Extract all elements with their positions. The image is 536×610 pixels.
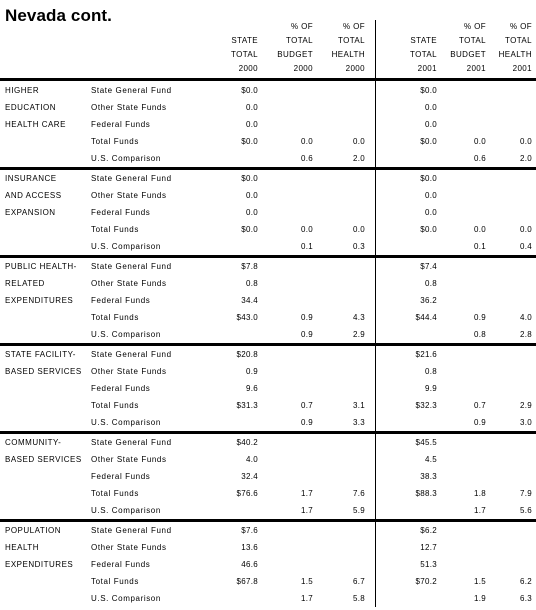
cell-state-total-2001: 51.3 [420, 560, 437, 569]
row-label: State General Fund [91, 86, 172, 95]
row-label: Federal Funds [91, 120, 151, 129]
cell-state-total-2001: $21.6 [415, 350, 437, 359]
row-label: Other State Funds [91, 455, 167, 464]
row-label: Total Funds [91, 137, 139, 146]
cell-state-total-2000: 0.0 [245, 103, 258, 112]
cell-state-total-2000: 0.0 [245, 208, 258, 217]
cell-pct-health-2000: 2.0 [352, 154, 365, 163]
year-divider [375, 432, 376, 519]
table-row [0, 221, 536, 238]
cell-state-total-2001: 0.8 [424, 367, 437, 376]
cell-state-total-2000: $7.8 [241, 262, 258, 271]
cell-pct-budget-2000: 0.9 [300, 418, 313, 427]
table-row [0, 590, 536, 607]
cell-pct-budget-2000: 0.9 [300, 313, 313, 322]
cell-state-total-2001: 0.0 [424, 120, 437, 129]
cell-pct-health-2000: 7.6 [352, 489, 365, 498]
cell-state-total-2001: $0.0 [420, 225, 437, 234]
cell-state-total-2000: 32.4 [241, 472, 258, 481]
cell-state-total-2001: 38.3 [420, 472, 437, 481]
table-row [0, 326, 536, 343]
cell-pct-budget-2001: 0.7 [473, 401, 486, 410]
cell-state-total-2000: 13.6 [241, 543, 258, 552]
row-label: U.S. Comparison [91, 594, 161, 603]
row-label: Total Funds [91, 489, 139, 498]
cell-state-total-2000: $0.0 [241, 86, 258, 95]
cell-state-total-2001: $70.2 [415, 577, 437, 586]
cell-pct-budget-2001: 0.0 [473, 137, 486, 146]
table-row [0, 82, 536, 99]
section [0, 346, 536, 434]
cell-state-total-2000: $67.8 [236, 577, 258, 586]
cell-state-total-2000: 0.0 [245, 191, 258, 200]
cell-pct-health-2001: 6.2 [519, 577, 532, 586]
cell-pct-budget-2001: 0.6 [473, 154, 486, 163]
table-row [0, 539, 536, 556]
cell-pct-budget-2000: 0.1 [300, 242, 313, 251]
cell-state-total-2000: 46.6 [241, 560, 258, 569]
header-state-total-2001: STATE TOTAL 2001 [409, 36, 437, 73]
cell-state-total-2000: $0.0 [241, 174, 258, 183]
row-label: Federal Funds [91, 384, 151, 393]
table-row [0, 346, 536, 363]
row-label: Total Funds [91, 577, 139, 586]
table-row [0, 502, 536, 519]
section [0, 522, 536, 610]
table-row [0, 170, 536, 187]
cell-state-total-2000: $0.0 [241, 225, 258, 234]
table-row [0, 150, 536, 167]
cell-pct-health-2000: 0.3 [352, 242, 365, 251]
cell-pct-budget-2001: 0.0 [473, 225, 486, 234]
cell-pct-health-2000: 6.7 [352, 577, 365, 586]
cell-pct-budget-2001: 1.8 [473, 489, 486, 498]
cell-state-total-2001: 0.0 [424, 208, 437, 217]
year-divider [375, 520, 376, 607]
cell-state-total-2000: $43.0 [236, 313, 258, 322]
table-row [0, 204, 536, 221]
table-row [0, 116, 536, 133]
cell-state-total-2001: 0.0 [424, 103, 437, 112]
cell-pct-health-2000: 5.9 [352, 506, 365, 515]
cell-pct-budget-2001: 0.9 [473, 418, 486, 427]
cell-state-total-2001: $44.4 [415, 313, 437, 322]
cell-pct-health-2001: 2.0 [519, 154, 532, 163]
cell-state-total-2000: $40.2 [236, 438, 258, 447]
cell-state-total-2001: 4.5 [424, 455, 437, 464]
cell-state-total-2001: $7.4 [420, 262, 437, 271]
cell-state-total-2000: 0.0 [245, 120, 258, 129]
cell-pct-health-2001: 2.9 [519, 401, 532, 410]
row-label: State General Fund [91, 350, 172, 359]
cell-pct-health-2000: 0.0 [352, 137, 365, 146]
section [0, 170, 536, 258]
year-divider [375, 256, 376, 343]
year-divider [375, 168, 376, 255]
page-title: Nevada cont. [5, 6, 113, 25]
column-headers [0, 20, 536, 78]
cell-pct-budget-2000: 1.7 [300, 489, 313, 498]
cell-state-total-2001: 9.9 [424, 384, 437, 393]
cell-state-total-2001: $6.2 [420, 526, 437, 535]
section [0, 434, 536, 522]
cell-state-total-2001: 36.2 [420, 296, 437, 305]
header-pct-health-2000: % OF TOTAL HEALTH 2000 [331, 22, 365, 73]
cell-pct-budget-2000: 0.7 [300, 401, 313, 410]
cell-state-total-2001: 0.8 [424, 279, 437, 288]
cell-pct-health-2000: 4.3 [352, 313, 365, 322]
row-label: Other State Funds [91, 543, 167, 552]
table-row [0, 468, 536, 485]
table-row [0, 434, 536, 451]
section-category-label: PUBLIC HEALTH- RELATED EXPENDITURES [5, 262, 77, 305]
row-label: U.S. Comparison [91, 154, 161, 163]
header-pct-budget-2000: % OF TOTAL BUDGET 2000 [277, 22, 313, 73]
cell-state-total-2001: $0.0 [420, 86, 437, 95]
row-label: State General Fund [91, 438, 172, 447]
header-rule [0, 78, 536, 81]
table-row [0, 363, 536, 380]
cell-pct-health-2001: 4.0 [519, 313, 532, 322]
table-row [0, 99, 536, 116]
cell-state-total-2000: $0.0 [241, 137, 258, 146]
cell-state-total-2000: $20.8 [236, 350, 258, 359]
cell-pct-budget-2000: 0.0 [300, 225, 313, 234]
cell-pct-budget-2000: 1.5 [300, 577, 313, 586]
table-row [0, 275, 536, 292]
cell-pct-health-2000: 3.3 [352, 418, 365, 427]
cell-pct-budget-2000: 1.7 [300, 594, 313, 603]
cell-pct-budget-2001: 1.9 [473, 594, 486, 603]
cell-pct-budget-2001: 0.9 [473, 313, 486, 322]
table-row [0, 522, 536, 539]
cell-state-total-2000: $7.6 [241, 526, 258, 535]
row-label: U.S. Comparison [91, 242, 161, 251]
row-label: U.S. Comparison [91, 330, 161, 339]
row-label: U.S. Comparison [91, 506, 161, 515]
row-label: Other State Funds [91, 279, 167, 288]
table-row [0, 187, 536, 204]
cell-pct-budget-2001: 0.1 [473, 242, 486, 251]
cell-pct-health-2000: 2.9 [352, 330, 365, 339]
header-pct-health-2001: % OF TOTAL HEALTH 2001 [498, 22, 532, 73]
section [0, 82, 536, 170]
cell-state-total-2001: $45.5 [415, 438, 437, 447]
table-row [0, 573, 536, 590]
cell-state-total-2000: 0.8 [245, 279, 258, 288]
row-label: State General Fund [91, 174, 172, 183]
cell-pct-budget-2000: 0.0 [300, 137, 313, 146]
cell-state-total-2000: 4.0 [245, 455, 258, 464]
table-row [0, 238, 536, 255]
table-row [0, 380, 536, 397]
cell-state-total-2000: 34.4 [241, 296, 258, 305]
cell-pct-budget-2001: 1.5 [473, 577, 486, 586]
cell-pct-health-2001: 2.8 [519, 330, 532, 339]
section-category-label: HIGHER EDUCATION HEALTH CARE [5, 86, 66, 129]
table-row [0, 397, 536, 414]
table-row [0, 309, 536, 326]
cell-state-total-2001: $88.3 [415, 489, 437, 498]
cell-state-total-2001: $0.0 [420, 137, 437, 146]
budget-table [0, 82, 536, 610]
table-row [0, 292, 536, 309]
cell-state-total-2000: 0.9 [245, 367, 258, 376]
section-category-label: POPULATION HEALTH EXPENDITURES [5, 526, 74, 569]
cell-pct-budget-2001: 0.8 [473, 330, 486, 339]
year-divider [375, 80, 376, 167]
year-divider-header [375, 20, 376, 78]
row-label: Total Funds [91, 313, 139, 322]
row-label: Federal Funds [91, 560, 151, 569]
cell-pct-health-2001: 7.9 [519, 489, 532, 498]
cell-state-total-2001: 12.7 [420, 543, 437, 552]
cell-state-total-2001: $32.3 [415, 401, 437, 410]
cell-pct-health-2001: 0.4 [519, 242, 532, 251]
cell-pct-health-2000: 3.1 [352, 401, 365, 410]
cell-state-total-2000: $76.6 [236, 489, 258, 498]
cell-pct-budget-2001: 1.7 [473, 506, 486, 515]
row-label: Federal Funds [91, 472, 151, 481]
table-row [0, 414, 536, 431]
table-row [0, 556, 536, 573]
row-label: Other State Funds [91, 191, 167, 200]
row-label: State General Fund [91, 262, 172, 271]
cell-pct-budget-2000: 1.7 [300, 506, 313, 515]
row-label: State General Fund [91, 526, 172, 535]
cell-pct-health-2000: 0.0 [352, 225, 365, 234]
row-label: Total Funds [91, 225, 139, 234]
section-category-label: STATE FACILITY- BASED SERVICES [5, 350, 82, 376]
cell-pct-health-2000: 5.8 [352, 594, 365, 603]
cell-state-total-2001: 0.0 [424, 191, 437, 200]
cell-pct-health-2001: 0.0 [519, 225, 532, 234]
table-row [0, 485, 536, 502]
section [0, 258, 536, 346]
row-label: Federal Funds [91, 208, 151, 217]
cell-pct-health-2001: 0.0 [519, 137, 532, 146]
cell-state-total-2000: 9.6 [245, 384, 258, 393]
table-row [0, 258, 536, 275]
row-label: Total Funds [91, 401, 139, 410]
cell-state-total-2000: $31.3 [236, 401, 258, 410]
cell-pct-health-2001: 6.3 [519, 594, 532, 603]
table-row [0, 451, 536, 468]
year-divider [375, 344, 376, 431]
section-category-label: COMMUNITY- BASED SERVICES [5, 438, 82, 464]
row-label: U.S. Comparison [91, 418, 161, 427]
section-category-label: INSURANCE AND ACCESS EXPANSION [5, 174, 62, 217]
row-label: Other State Funds [91, 103, 167, 112]
table-row [0, 133, 536, 150]
cell-pct-health-2001: 3.0 [519, 418, 532, 427]
cell-pct-budget-2000: 0.6 [300, 154, 313, 163]
header-pct-budget-2001: % OF TOTAL BUDGET 2001 [450, 22, 486, 73]
cell-pct-budget-2000: 0.9 [300, 330, 313, 339]
row-label: Federal Funds [91, 296, 151, 305]
cell-state-total-2001: $0.0 [420, 174, 437, 183]
row-label: Other State Funds [91, 367, 167, 376]
header-state-total-2000: STATE TOTAL 2000 [230, 36, 258, 73]
cell-pct-health-2001: 5.6 [519, 506, 532, 515]
